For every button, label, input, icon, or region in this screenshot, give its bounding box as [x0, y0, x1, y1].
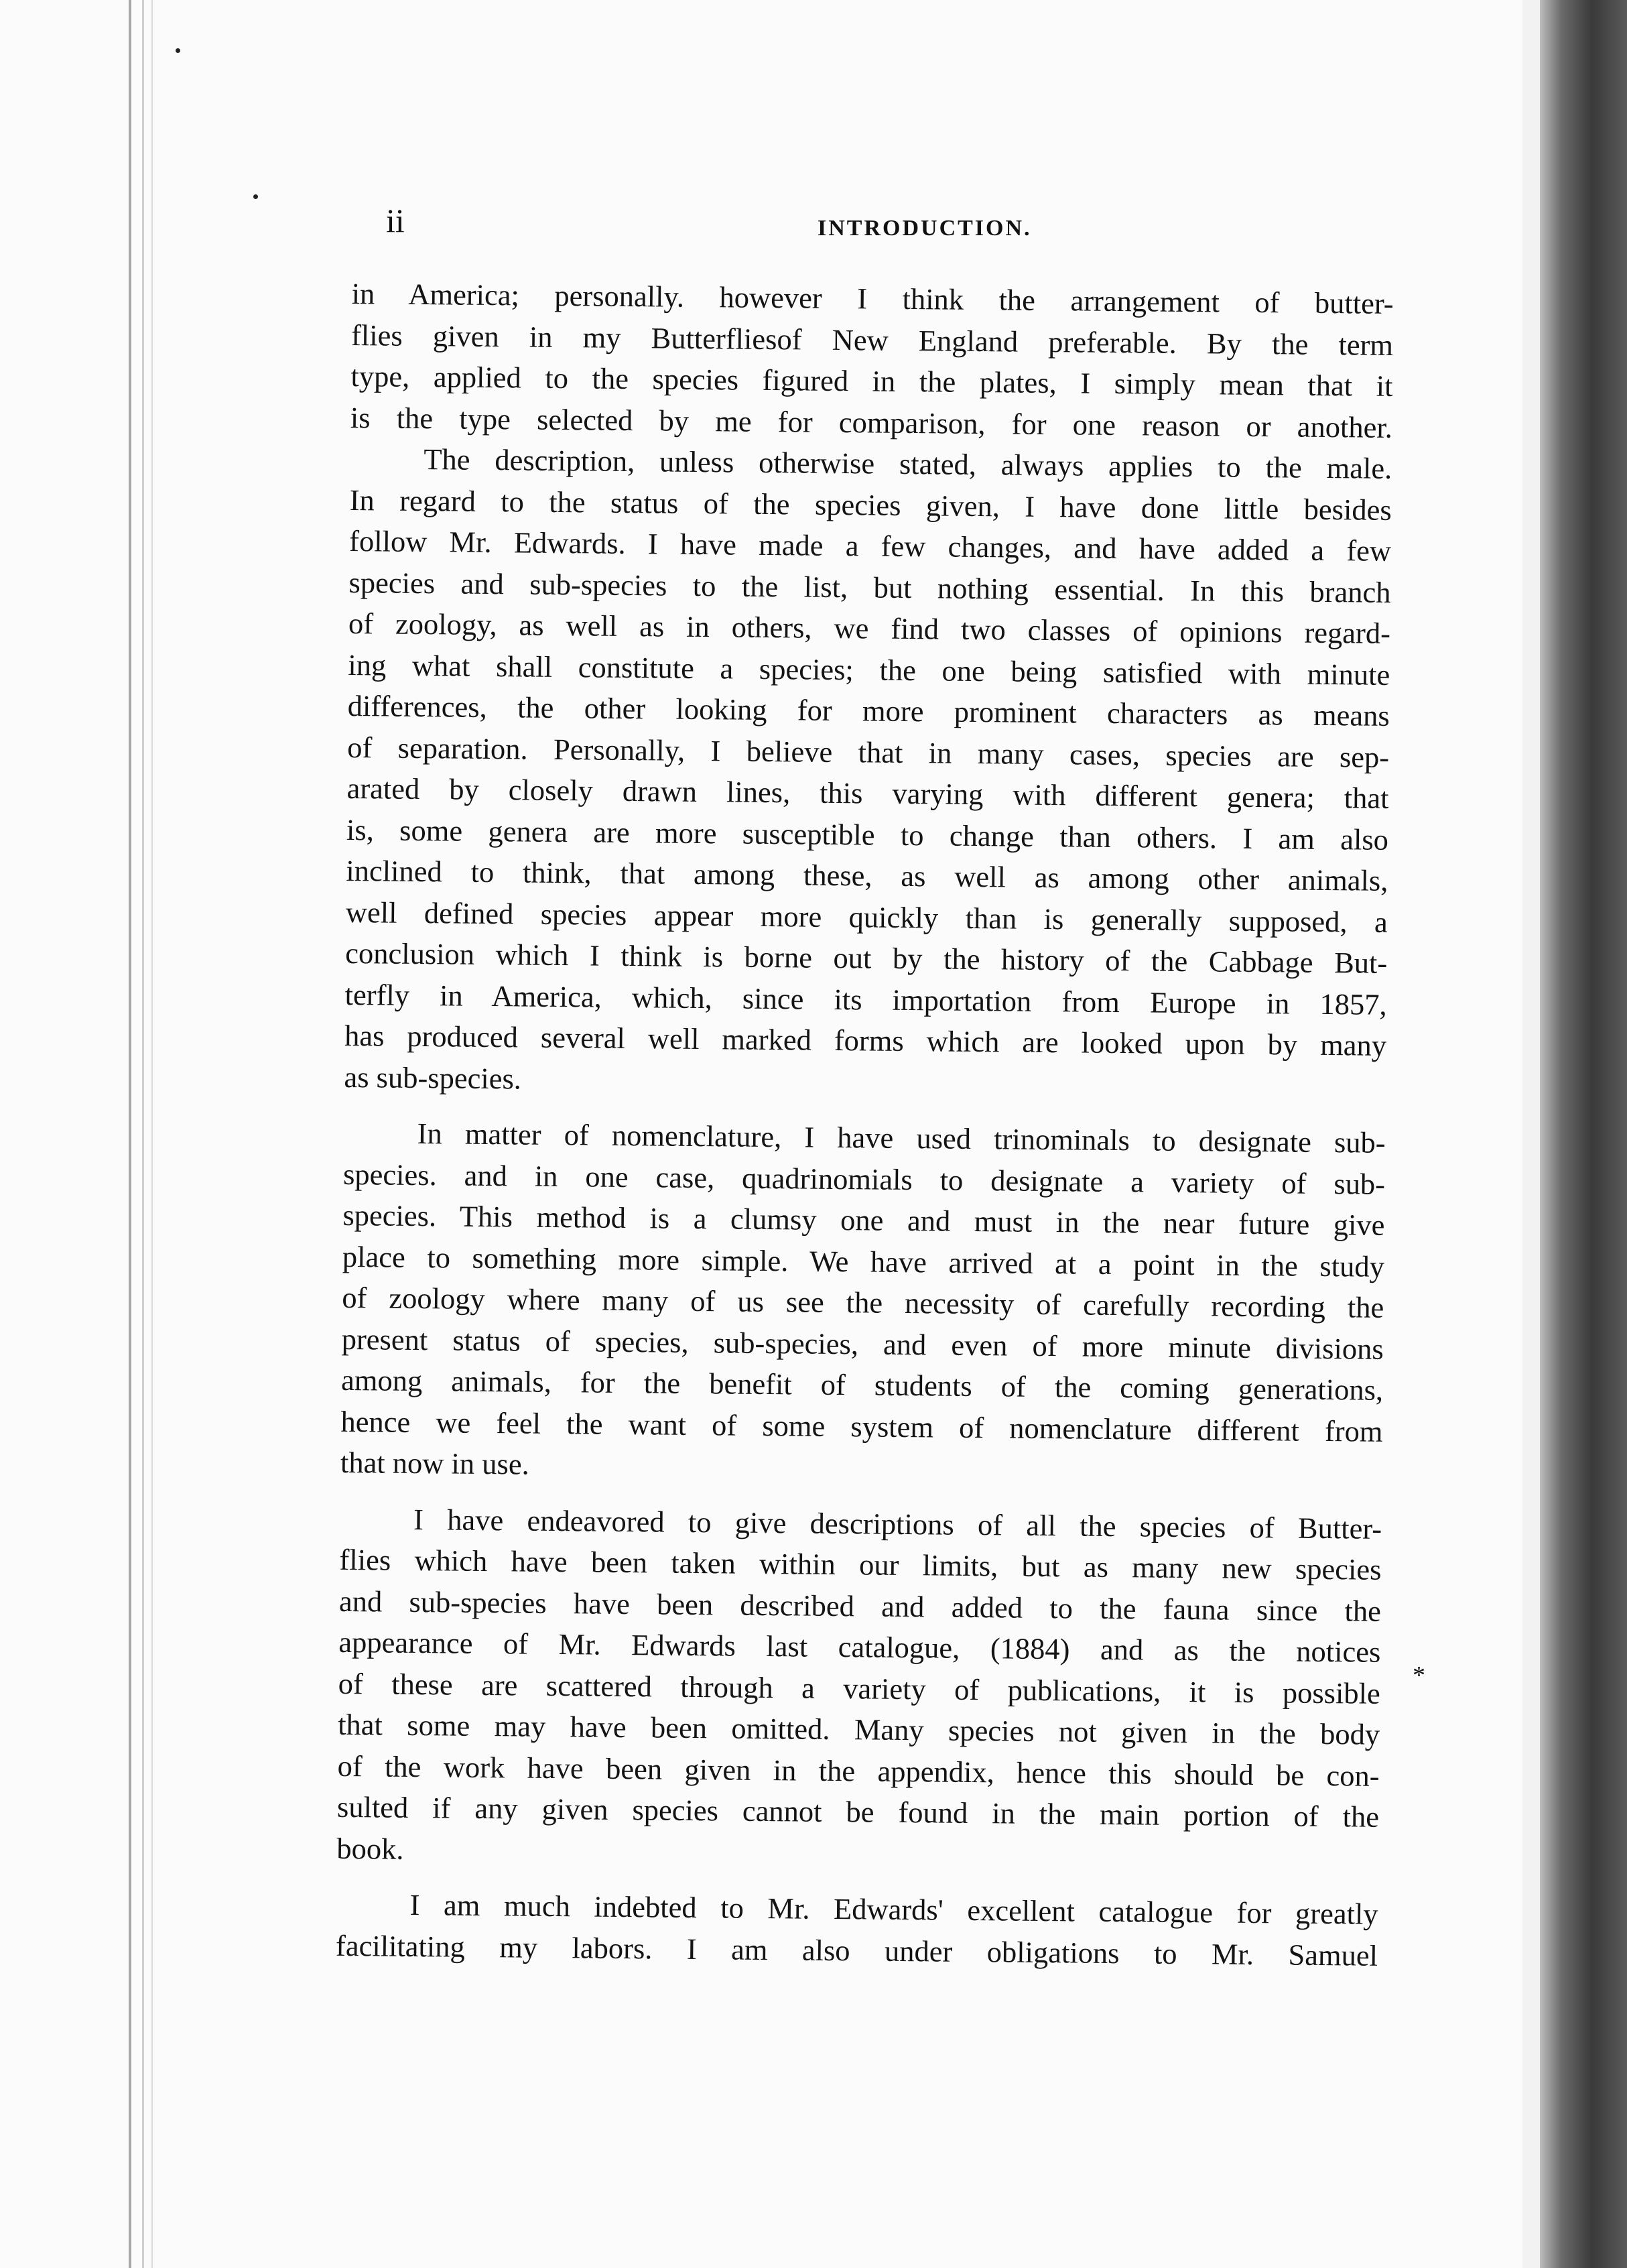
text-line: that some may have been omitted. Many species not given in the body [337, 1707, 1380, 1751]
text-line: of separation. Personally, I believe that in many cases, species are sep- [346, 730, 1390, 774]
text-line: type, applied to the species figured in the plates, I simply mean that it [350, 359, 1393, 403]
text-line: has produced several well marked forms which are looked upon by many [344, 1018, 1387, 1062]
scan-speck [253, 194, 258, 199]
paragraph [336, 1498, 1382, 1879]
text-line: in America; personally. however I think the arrangement of butter- [351, 276, 1394, 320]
text-line: place to something more simple. We have arrived at a point in the study [342, 1239, 1385, 1283]
paragraph [336, 1884, 1378, 1976]
text-line: follow Mr. Edwards. I have made a few changes, and have added a few [348, 523, 1392, 568]
running-head: INTRODUCTION. [818, 216, 1032, 241]
text-line: appearance of Mr. Edwards last catalogue, (1884) and as the notices [338, 1625, 1381, 1669]
text-line: among animals, for the benefit of students of the coming generations, [340, 1363, 1384, 1407]
margin-mark: * [1413, 1661, 1425, 1690]
text-line: species. and in one case, quadrinomials to designate a variety of sub- [342, 1157, 1386, 1201]
gutter-line [129, 0, 131, 2268]
body-text [336, 273, 1394, 1976]
text-line: hence we feel the want of some system of nomenclature different from [340, 1404, 1383, 1448]
text-line: of these are scattered through a variety of publications, it is possible [338, 1666, 1380, 1710]
paragraph [340, 1113, 1386, 1493]
text-line: facilitating my labors. I am also under obligations to Mr. Samuel [335, 1928, 1378, 1972]
text-line: of zoology, as well as in others, we find two classes of opinions regard- [348, 606, 1391, 650]
paragraph [350, 273, 1394, 448]
text-line: of the work have been given in the appendix, hence this should be con- [337, 1749, 1380, 1793]
text-line: The description, unless otherwise stated, always applies to the male. [424, 442, 1392, 485]
text-line: that now in use. [340, 1445, 530, 1481]
text-line: of zoology where many of us see the necessity of carefully recording the [342, 1280, 1384, 1324]
text-line: I have endeavored to give descriptions of all the species of Butter- [413, 1502, 1382, 1546]
text-line: flies which have been taken within our limits, but as many new species [339, 1542, 1382, 1586]
text-line: ing what shall constitute a species; the one being satisfied with minute [348, 647, 1390, 692]
text-line: differences, the other looking for more prominent characters as means [347, 688, 1390, 733]
text-line: is, some genera are more susceptible to change than others. I am also [346, 812, 1389, 857]
scan-speck [176, 48, 180, 53]
text-line: well defined species appear more quickly than is generally supposed, a [345, 895, 1388, 939]
text-line: species and sub-species to the list, but nothing essential. In this branch [348, 565, 1391, 609]
gutter-line [151, 0, 153, 2268]
text-line: arated by closely drawn lines, this varying with different genera; that [346, 771, 1389, 815]
text-line: species. This method is a clumsy one and must in the near future give [342, 1198, 1385, 1242]
text-line: sulted if any given species cannot be found in the main portion of the [336, 1789, 1380, 1834]
paragraph [344, 438, 1392, 1108]
text-line: In regard to the status of the species given, I have done little besides [349, 483, 1392, 527]
gutter-line [142, 0, 144, 2268]
text-line: In matter of nomenclature, I have used trinominals to designate sub- [417, 1116, 1386, 1159]
text-line: is the type selected by me for comparison, for one reason or another. [350, 400, 1393, 444]
text-line: and sub-species have been described and added to the fauna since the [338, 1584, 1382, 1628]
text-line: I am much indebted to Mr. Edwards' excellent catalogue for greatly [409, 1887, 1378, 1931]
text-line: book. [336, 1831, 404, 1866]
text-line: flies given in my Butterfliesof New England preferable. By the term [350, 318, 1394, 362]
page-edge [1522, 0, 1540, 2268]
text-line: as sub-species. [344, 1060, 522, 1095]
text-line: conclusion which I think is borne out by the history of the Cabbage But- [345, 936, 1388, 980]
text-line: inclined to think, that among these, as well as among other animals, [346, 853, 1388, 897]
text-line: present status of species, sub-species, and even of more minute divisions [341, 1322, 1384, 1366]
book-edge-shadow [1540, 0, 1627, 2268]
page-number: ii [386, 202, 405, 239]
text-line: terfly in America, which, since its importation from Europe in 1857, [344, 977, 1387, 1021]
